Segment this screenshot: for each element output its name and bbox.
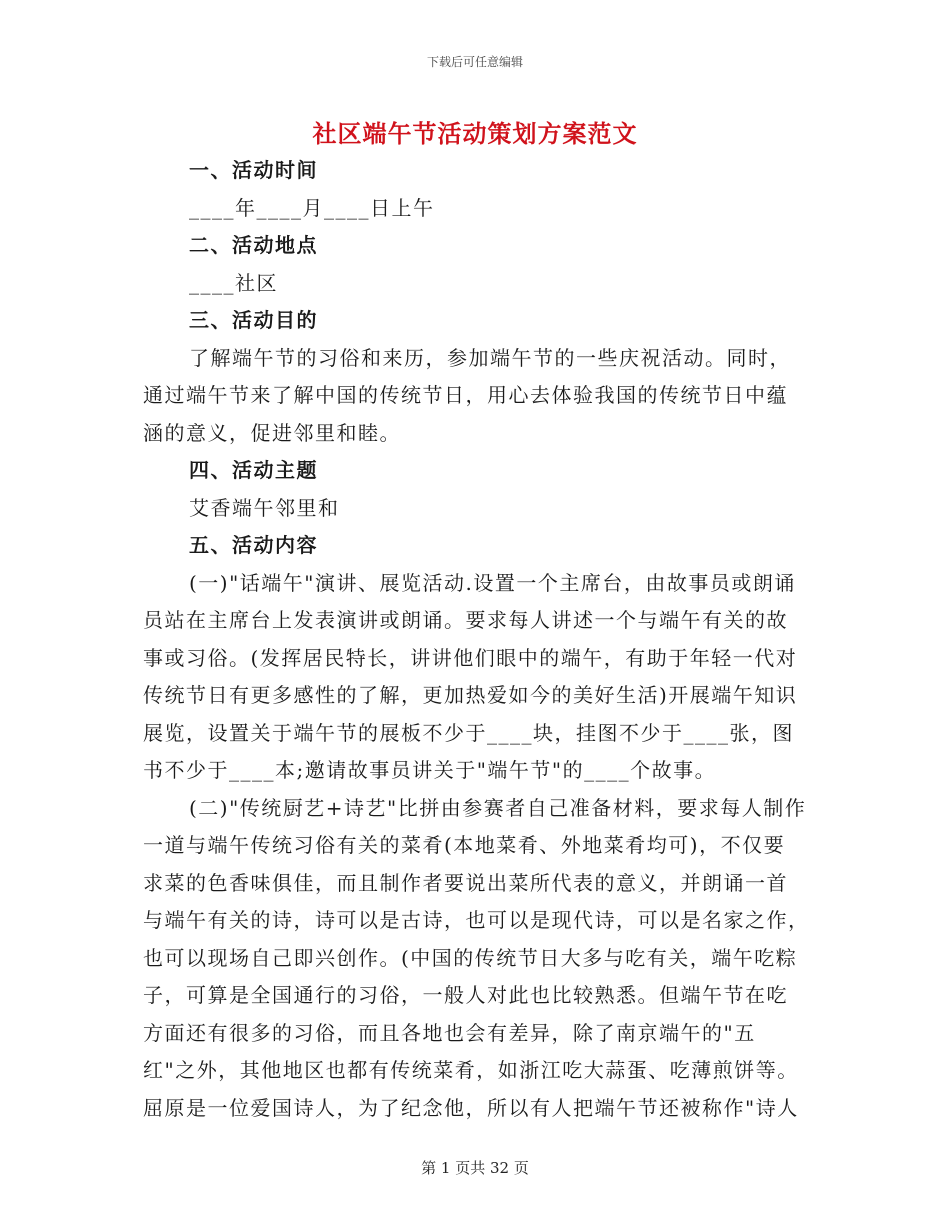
body-text-line: (一)"话端午"演讲、展览活动.设置一个主席台，由故事员或朗诵 [189,570,796,595]
body-text-line: 一道与端午传统习俗有关的菜肴(本地菜肴、外地菜肴均可)，不仅要 [143,833,786,857]
body-text-line: ____年____月____日上午 [189,195,435,220]
body-text-line: ____社区 [189,270,278,295]
body-text-line: (二)"传统厨艺+诗艺"比拼由参赛者自己准备材料，要求每人制作 [189,795,807,820]
body-text-line: 红"之外，其他地区也都有传统菜肴，如浙江吃大蒜蛋、吃薄煎饼等。 [143,1058,799,1082]
body-text-line: 展览，设置关于端午节的展板不少于____块，挂图不少于____张，图 [143,720,794,745]
body-text-line: 子，可算是全国通行的习俗，一般人对此也比较熟悉。但端午节在吃 [143,983,788,1007]
page-number: 第 1 页共 32 页 [421,1159,529,1177]
body-text-line: 员站在主席台上发表演讲或朗诵。要求每人讲述一个与端午有关的故 [143,608,788,632]
body-text-line: 也可以现场自己即兴创作。(中国的传统节日大多与吃有关，端午吃粽 [143,945,798,970]
section-heading: 二、活动地点 [189,233,318,257]
body-text-line: 涵的意义，促进邻里和睦。 [143,420,401,445]
body-text-line: 书不少于____本;邀请故事员讲关于"端午节"的____个故事。 [143,758,717,782]
section-heading: 五、活动内容 [189,533,318,557]
document-title: 社区端午节活动策划方案范文 [312,119,638,148]
body-text-line: 屈原是一位爱国诗人，为了纪念他，所以有人把端午节还被称作"诗人 [143,1095,799,1120]
section-heading: 一、活动时间 [189,158,318,182]
page-header-note: 下载后可任意编辑 [426,55,523,69]
body-text-line: 事或习俗。(发挥居民特长，讲讲他们眼中的端午，有助于年轻一代对 [143,645,798,670]
body-text-line: 了解端午节的习俗和来历，参加端午节的一些庆祝活动。同时， [189,345,791,370]
body-text-line: 方面还有很多的习俗，而且各地也会有差异，除了南京端午的"五 [143,1020,756,1045]
section-heading: 四、活动主题 [189,458,318,482]
body-text-line: 通过端午节来了解中国的传统节日，用心去体验我国的传统节日中蕴 [143,383,788,407]
section-heading: 三、活动目的 [189,308,318,332]
body-text-line: 求菜的色香味俱佳，而且制作者要说出菜所代表的意义，并朗诵一首 [143,870,788,895]
body-text-line: 与端午有关的诗，诗可以是古诗，也可以是现代诗，可以是名家之作， [143,908,810,932]
body-text-line: 传统节日有更多感性的了解，更加热爱如今的美好生活)开展端午知识 [143,683,798,707]
body-text-line: 艾香端午邻里和 [189,495,340,520]
document-body [143,152,808,1127]
